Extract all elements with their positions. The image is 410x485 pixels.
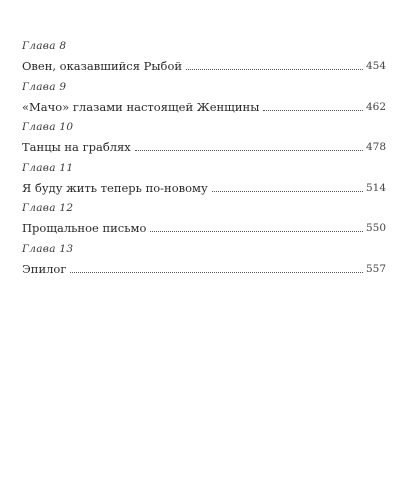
toc-entry [22, 162, 386, 203]
toc-line [22, 218, 386, 236]
toc-entry [22, 81, 386, 122]
toc-line [22, 259, 386, 277]
page-number: 514 [365, 181, 386, 194]
toc-entry [22, 243, 386, 284]
page-number: 454 [365, 60, 386, 72]
chapter-title: Танцы на граблях [22, 140, 131, 154]
dot-leader [150, 230, 363, 232]
toc-line [22, 178, 386, 196]
page-number: 550 [365, 222, 386, 234]
toc-line [22, 56, 386, 74]
chapter-label: Глава 12 [22, 202, 74, 214]
page-number: 462 [365, 100, 386, 113]
table-of-contents [22, 40, 386, 283]
dot-leader [212, 190, 363, 192]
page-number: 557 [365, 262, 386, 275]
chapter-title: Прощальное письмо [22, 221, 147, 235]
dot-leader [186, 68, 363, 70]
toc-entry [22, 121, 386, 162]
toc-entry [22, 202, 386, 243]
chapter-title: Овен, оказавшийся Рыбой [22, 59, 183, 73]
chapter-title: Эпилог [22, 261, 67, 276]
toc-entry [22, 40, 386, 81]
toc-line [22, 137, 386, 155]
dot-leader [135, 149, 363, 151]
chapter-label: Глава 11 [22, 161, 74, 174]
chapter-label: Глава 10 [22, 121, 74, 133]
page-number: 478 [365, 141, 386, 153]
chapter-label: Глава 13 [22, 242, 74, 255]
dot-leader [263, 109, 363, 111]
chapter-title: Я буду жить теперь по-новому [22, 180, 208, 195]
dot-leader [70, 271, 363, 273]
chapter-title: «Мачо» глазами настоящей Женщины [22, 99, 260, 114]
chapter-label: Глава 9 [22, 80, 67, 93]
chapter-label: Глава 8 [22, 40, 67, 52]
toc-line [22, 97, 386, 115]
